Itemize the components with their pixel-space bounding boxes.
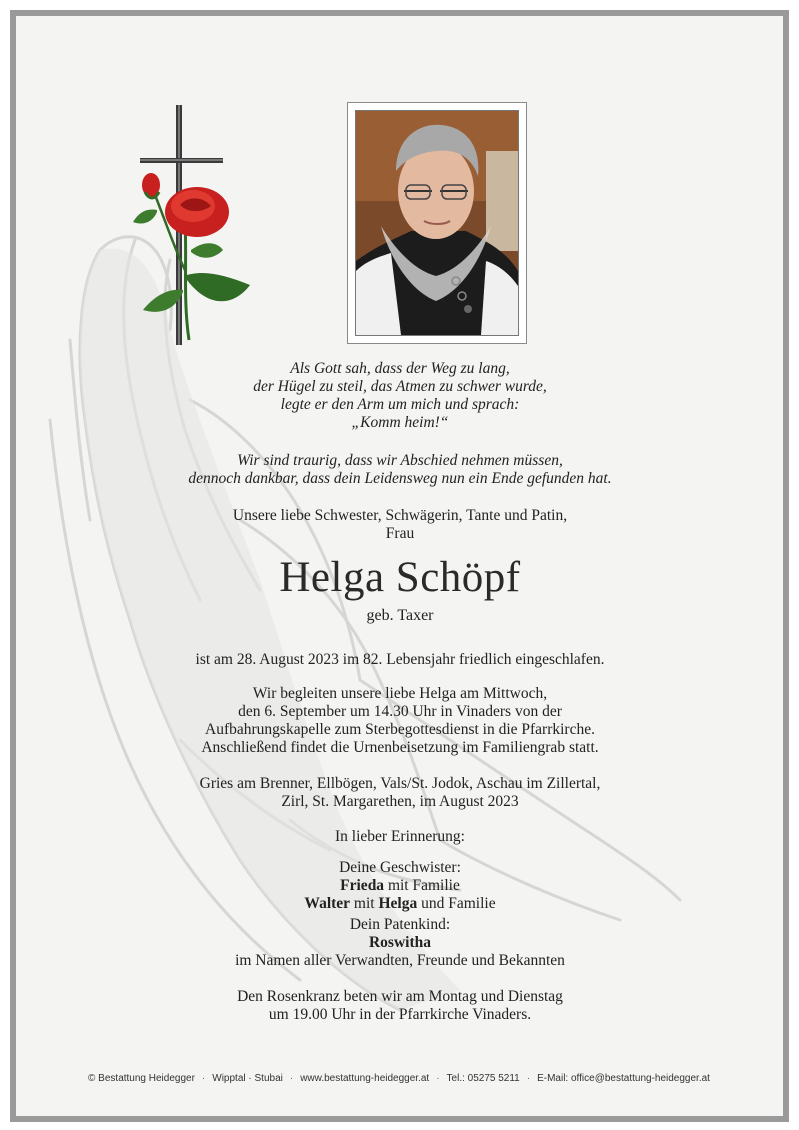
farewell-verse: [60, 452, 740, 488]
title-line: Frau: [385, 525, 415, 542]
footer: [28, 1073, 770, 1084]
ceremony-line: den 6. September um 14.30 Uhr in Vinaders von der: [238, 703, 562, 720]
others-line: im Namen aller Verwandten, Freunde und Bekannten: [235, 952, 565, 969]
footer-email: E-Mail: office@bestattung-heidegger.at: [537, 1073, 710, 1084]
rosary-line: Den Rosenkranz beten wir am Montag und Dienstag: [237, 988, 563, 1005]
poem-line: der Hügel zu steil, das Atmen zu schwer wurde,: [253, 378, 547, 395]
relation-line: Unsere liebe Schwester, Schwägerin, Tante und Patin,: [232, 507, 568, 524]
ceremony-info: [60, 685, 740, 757]
sibling-connector: mit: [350, 895, 379, 912]
farewell-line: Wir sind traurig, dass wir Abschied nehmen müssen,: [237, 452, 563, 469]
death-notice: ist am 28. August 2023 im 82. Lebensjahr friedlich eingeschlafen.: [195, 651, 605, 668]
maiden-name: geb. Taxer: [366, 607, 434, 624]
godchild-name: Roswitha: [368, 934, 431, 951]
footer-region: Wipptal · Stubai: [212, 1073, 283, 1084]
places-date: [60, 775, 740, 811]
rosary-line: um 19.00 Uhr in der Pfarrkirche Vinaders.: [268, 1006, 532, 1023]
sibling-entry: [60, 877, 740, 895]
godchild-list: [60, 916, 740, 970]
footer-copyright: © Bestattung Heidegger: [88, 1073, 195, 1084]
farewell-line: dennoch dankbar, dass dein Leidensweg nun ein Ende gefunden hat.: [188, 470, 612, 487]
memory-heading: In lieber Erinnerung:: [335, 828, 465, 845]
poem-line: Als Gott sah, dass der Weg zu lang,: [290, 360, 510, 377]
poem-line: legte er den Arm um mich und sprach:: [280, 396, 520, 413]
ceremony-line: Anschließend findet die Urnenbeisetzung im Familiengrab statt.: [201, 739, 599, 756]
relation-intro: [60, 507, 740, 543]
sibling-suffix: mit Familie: [384, 877, 460, 894]
godchild-entry: [60, 934, 740, 952]
footer-website: www.bestattung-heidegger.at: [300, 1073, 430, 1084]
places-line: Zirl, St. Margarethen, im August 2023: [281, 793, 519, 810]
rosary-info: [60, 988, 740, 1024]
footer-separator: ·: [201, 1073, 206, 1084]
poem-verse: [60, 360, 740, 432]
footer-separator: ·: [436, 1073, 440, 1084]
sibling-suffix: und Familie: [417, 895, 496, 912]
footer-separator: ·: [526, 1073, 531, 1084]
godchild-heading: Dein Patenkind:: [349, 916, 451, 933]
deceased-name: Helga Schöpf: [279, 554, 521, 601]
ceremony-line: Wir begleiten unsere liebe Helga am Mittwoch,: [252, 685, 548, 702]
sibling-name: Frieda: [340, 877, 385, 894]
sibling-name: Walter: [304, 895, 351, 912]
siblings-heading: Deine Geschwister:: [339, 859, 461, 876]
poem-line: „Komm heim!“: [351, 414, 449, 431]
portrait-frame: [347, 102, 527, 344]
footer-separator: ·: [289, 1073, 294, 1084]
sibling-entry: [60, 895, 740, 913]
places-line: Gries am Brenner, Ellbögen, Vals/St. Jodok, Aschau im Zillertal,: [199, 775, 601, 792]
family-list: [60, 859, 740, 913]
footer-phone: Tel.: 05275 5211: [446, 1073, 520, 1084]
portrait-photo: [355, 110, 519, 336]
partner-name: Helga: [378, 895, 418, 912]
ceremony-line: Aufbahrungskapelle zum Sterbegottesdienst in die Pfarrkirche.: [205, 721, 595, 738]
cross-rose-icon: [125, 100, 265, 350]
